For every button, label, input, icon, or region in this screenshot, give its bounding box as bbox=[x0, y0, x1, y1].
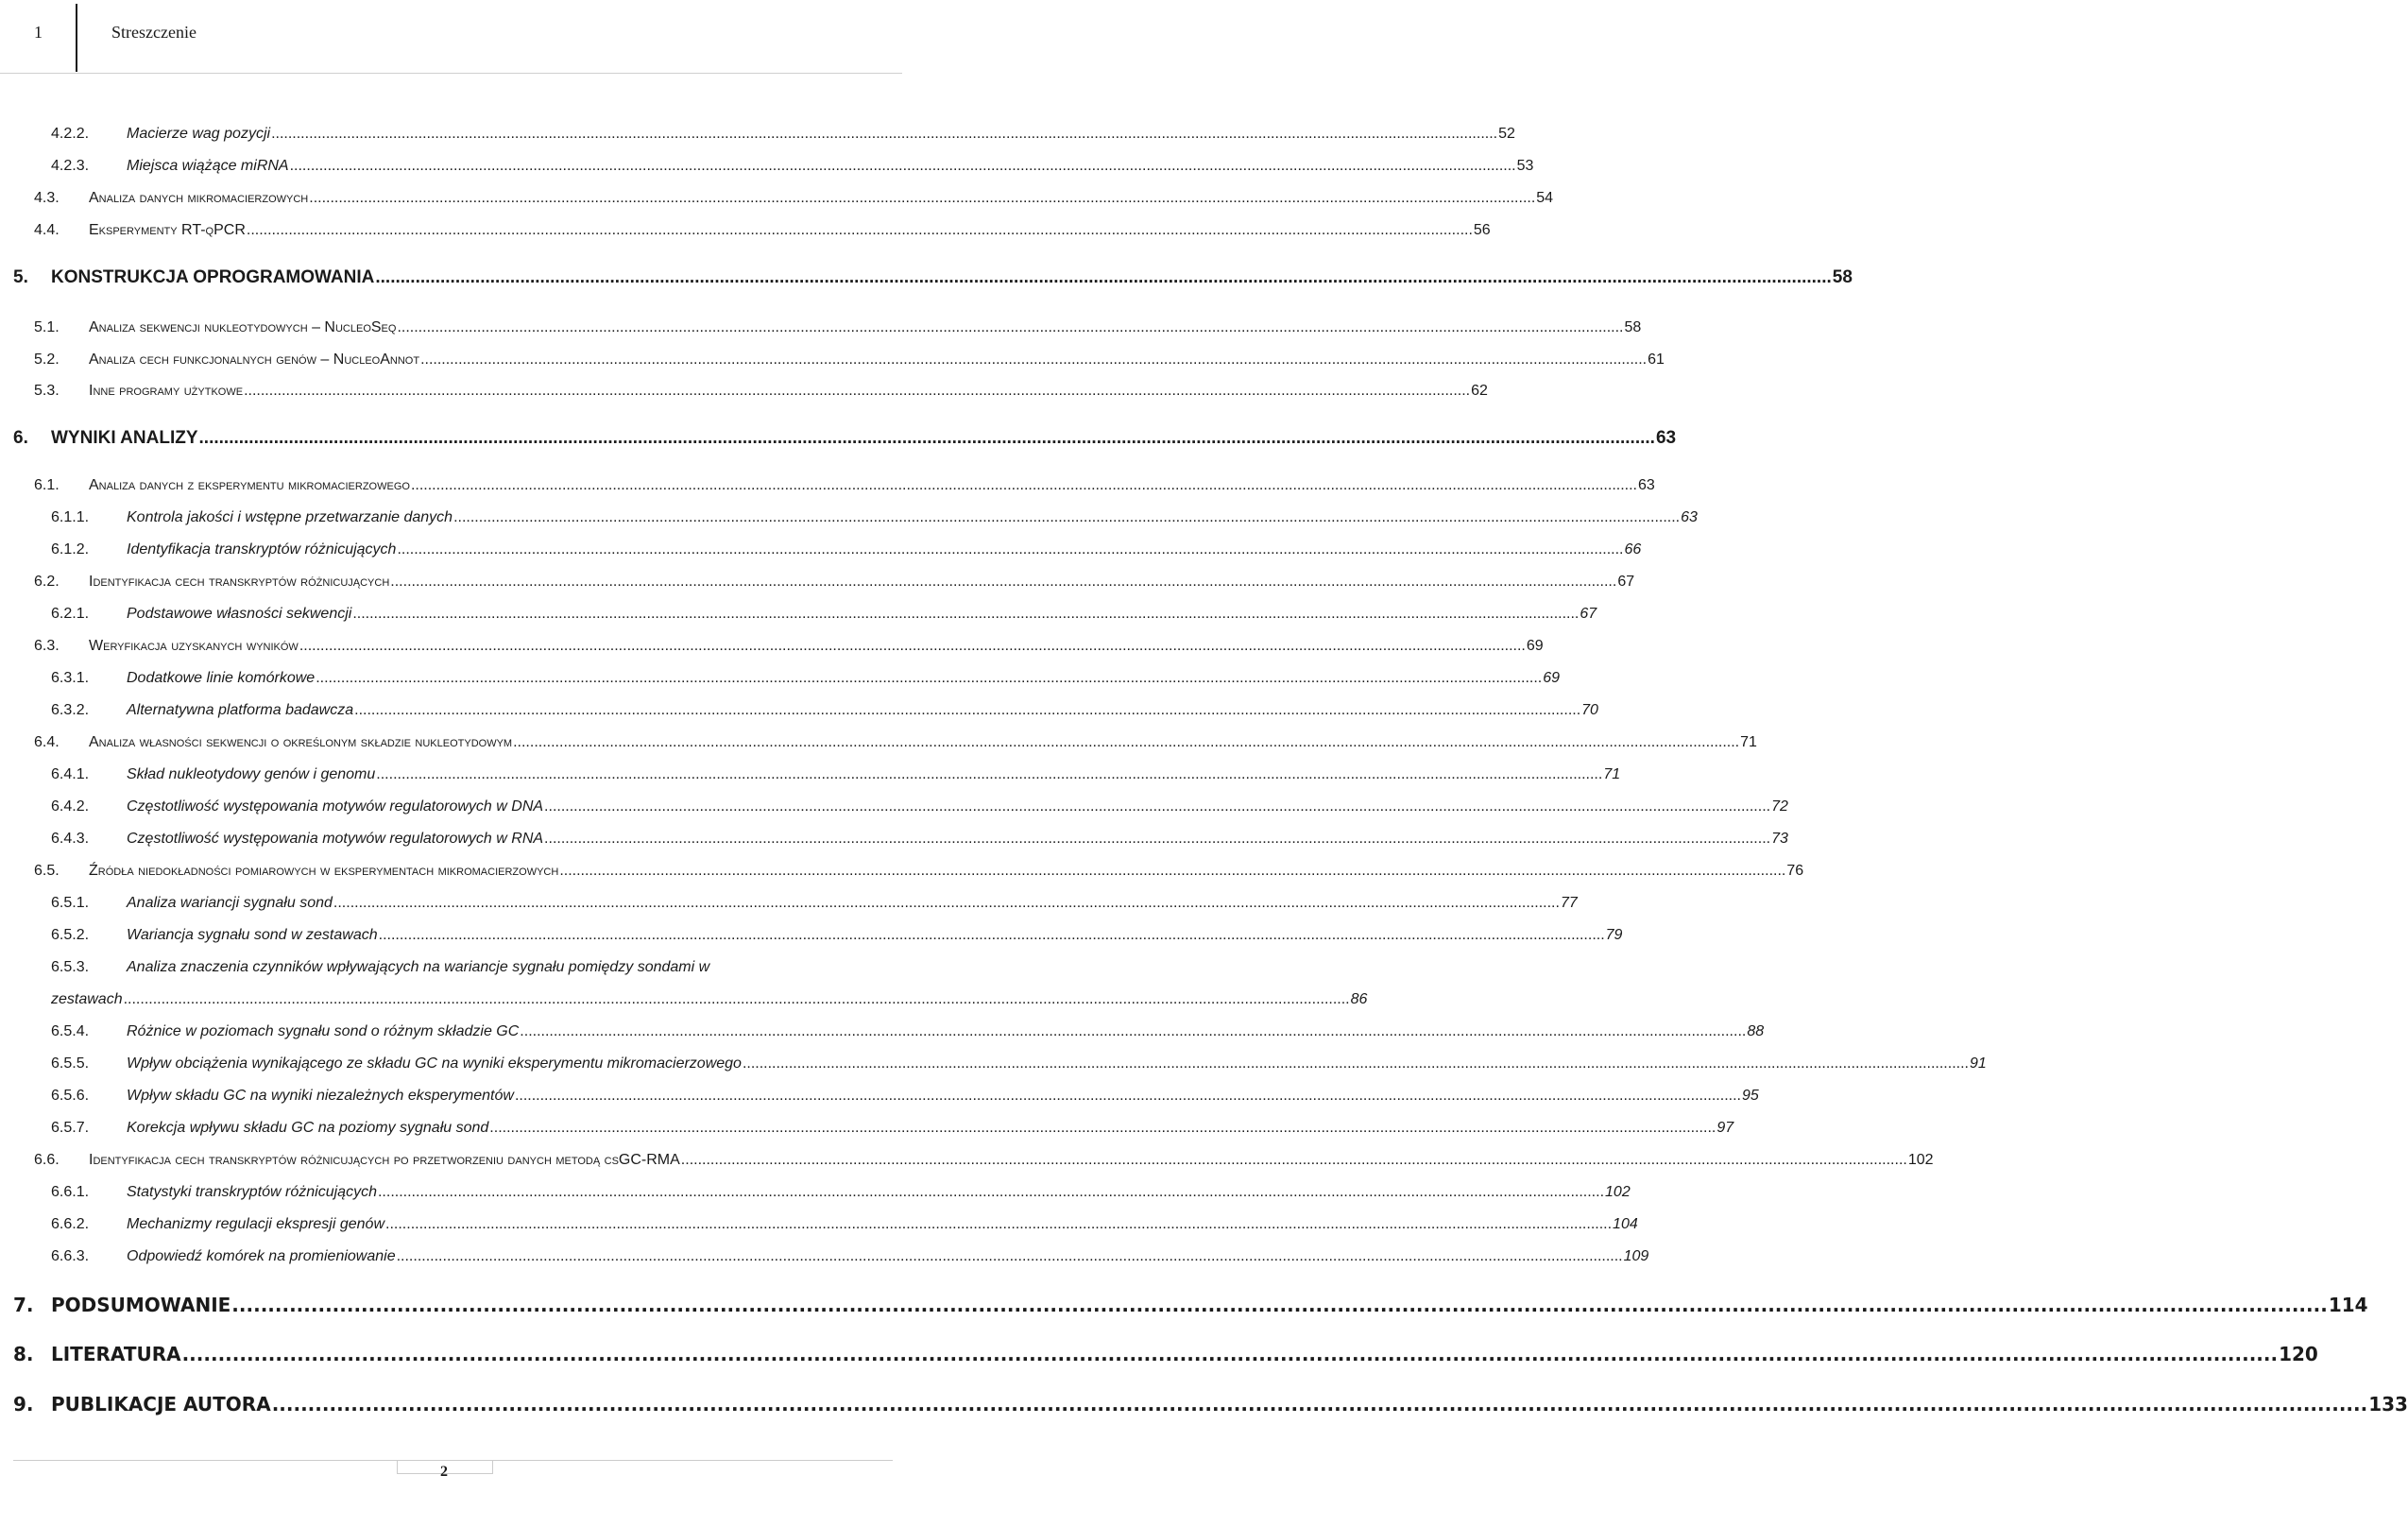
toc-leader-dots bbox=[124, 991, 1350, 1008]
toc-entry[interactable] bbox=[13, 1393, 2408, 1415]
toc-entry[interactable] bbox=[51, 541, 1642, 558]
toc-entry-title: Skład nukleotydowy genów i genomu bbox=[127, 766, 376, 782]
toc-entry-title: Inne programy użytkowe bbox=[89, 383, 244, 399]
header-chapter-number: 1 bbox=[34, 23, 43, 42]
toc-entry-number: 4.3. bbox=[34, 190, 60, 206]
toc-entry[interactable] bbox=[34, 319, 1642, 336]
toc-entry[interactable] bbox=[51, 1120, 1734, 1137]
toc-entry[interactable] bbox=[13, 1343, 2318, 1365]
toc-leader-dots bbox=[247, 222, 1473, 239]
toc-entry-title: Alternatywna platforma badawcza bbox=[127, 702, 354, 718]
toc-entry-title: Odpowiedź komórek na promieniowanie bbox=[127, 1248, 396, 1264]
toc-entry-title: Analiza sekwencji nukleotydowych – NucleoSeq bbox=[89, 319, 397, 335]
toc-entry-title: Analiza własności sekwencji o określonym składzie nukleotydowym bbox=[89, 734, 513, 750]
toc-entry-number: 6.4.2. bbox=[51, 798, 90, 815]
toc-entry-page: 56 bbox=[1473, 222, 1491, 238]
toc-entry-title: Częstotliwość występowania motywów regulatorowych w DNA bbox=[127, 798, 544, 815]
toc-entry[interactable] bbox=[51, 702, 1598, 719]
toc-entry-number: 7. bbox=[13, 1294, 34, 1316]
toc-entry-number: 6.5.2. bbox=[51, 927, 90, 943]
toc-entry-page: 86 bbox=[1350, 991, 1368, 1007]
toc-entry-number: 6.6. bbox=[34, 1152, 60, 1168]
toc-entry-page: 66 bbox=[1624, 541, 1642, 558]
toc-entry-title: Miejsca wiążące miRNA bbox=[127, 158, 289, 174]
toc-entry-number: 6.6.3. bbox=[51, 1248, 90, 1264]
toc-entry[interactable] bbox=[51, 1248, 1649, 1265]
toc-leader-dots bbox=[182, 1343, 2279, 1365]
toc-entry[interactable] bbox=[51, 1055, 1987, 1072]
toc-leader-dots bbox=[375, 267, 1831, 288]
toc-entry-page: 67 bbox=[1617, 574, 1635, 590]
toc-entry[interactable] bbox=[13, 428, 1677, 449]
toc-entry[interactable] bbox=[51, 1216, 1638, 1233]
toc-entry-title: Weryfikacja uzyskanych wyników bbox=[89, 638, 299, 654]
toc-entry-title: Różnice w poziomach sygnału sond o różnym składzie GC bbox=[127, 1023, 520, 1039]
toc-entry-page: 73 bbox=[1771, 831, 1788, 847]
toc-leader-dots bbox=[244, 383, 1470, 400]
toc-entry-number: 6.6.1. bbox=[51, 1184, 90, 1200]
toc-entry-number: 6.1. bbox=[34, 477, 60, 493]
toc-entry-title: Wpływ obciążenia wynikającego ze składu GC na wyniki eksperymentu mikromacierzowego bbox=[127, 1055, 742, 1072]
toc-entry-page: 104 bbox=[1613, 1216, 1638, 1232]
toc-entry-number: 6.1.2. bbox=[51, 541, 90, 558]
toc-entry-title: Wpływ składu GC na wyniki niezależnych eksperymentów bbox=[127, 1088, 514, 1104]
toc-entry-continuation[interactable] bbox=[51, 991, 1368, 1008]
toc-leader-dots bbox=[378, 1184, 1604, 1201]
toc-entry-title: Analiza cech funkcjonalnych genów – NucleoAnnot bbox=[89, 352, 420, 368]
toc-entry-page: 72 bbox=[1771, 798, 1788, 815]
toc-entry[interactable] bbox=[13, 1294, 2368, 1316]
toc-leader-dots bbox=[743, 1055, 1969, 1072]
toc-entry[interactable] bbox=[34, 734, 1757, 751]
toc-entry-number: 6.5.4. bbox=[51, 1023, 90, 1039]
toc-entry-number: 6.5. bbox=[34, 863, 60, 879]
toc-entry-number: 5.3. bbox=[34, 383, 60, 399]
toc-entry-number: 6.2.1. bbox=[51, 606, 90, 622]
toc-entry[interactable] bbox=[51, 927, 1623, 944]
header-chapter-title: Streszczenie bbox=[111, 23, 196, 42]
toc-entry-title-continuation: zestawach bbox=[51, 991, 123, 1007]
toc-entry-page: 53 bbox=[1516, 158, 1534, 174]
toc-entry-title: Analiza danych z eksperymentu mikromacierzowego bbox=[89, 477, 410, 493]
toc-entry[interactable] bbox=[51, 1184, 1631, 1201]
toc-entry-title: Identyfikacja cech transkryptów różnicujących po przetworzeniu danych metodą csGC-RMA bbox=[89, 1152, 680, 1168]
toc-entry-page: 67 bbox=[1580, 606, 1597, 622]
toc-entry-page: 77 bbox=[1560, 895, 1578, 911]
toc-entry-page: 95 bbox=[1741, 1088, 1759, 1104]
toc-entry-page: 62 bbox=[1471, 383, 1488, 399]
toc-entry[interactable] bbox=[34, 352, 1665, 369]
toc-entry-page: 69 bbox=[1543, 670, 1561, 686]
toc-entry[interactable] bbox=[34, 477, 1655, 494]
toc-entry-page: 63 bbox=[1655, 428, 1677, 448]
toc-entry-number: 5.2. bbox=[34, 352, 60, 368]
toc-entry-number: 4.2.3. bbox=[51, 158, 90, 174]
toc-entry-page: 63 bbox=[1681, 509, 1698, 525]
toc-entry-title: Wariancja sygnału sond w zestawach bbox=[127, 927, 378, 943]
toc-entry-number: 6.3.2. bbox=[51, 702, 90, 718]
toc-entry[interactable] bbox=[34, 1152, 1934, 1169]
toc-entry[interactable] bbox=[51, 798, 1788, 815]
toc-leader-dots bbox=[231, 1294, 2328, 1316]
toc-entry-page: 102 bbox=[1605, 1184, 1631, 1200]
toc-entry-page: 91 bbox=[1969, 1055, 1987, 1072]
toc-entry-page: 97 bbox=[1716, 1120, 1734, 1136]
toc-entry-page: 70 bbox=[1581, 702, 1598, 718]
toc-entry[interactable] bbox=[51, 509, 1698, 526]
toc-leader-dots bbox=[309, 190, 1535, 207]
toc-leader-dots bbox=[397, 541, 1623, 558]
toc-entry-number: 9. bbox=[13, 1393, 34, 1415]
toc-entry-number: 6.4.1. bbox=[51, 766, 90, 782]
toc-entry-number: 6.5.6. bbox=[51, 1088, 90, 1104]
toc-leader-dots bbox=[376, 766, 1602, 783]
toc-leader-dots bbox=[333, 895, 1560, 912]
toc-entry-title: Identyfikacja transkryptów różnicujących bbox=[127, 541, 397, 558]
toc-entry-title: Podstawowe własności sekwencji bbox=[127, 606, 352, 622]
toc-entry-number: 6.4.3. bbox=[51, 831, 90, 847]
toc-leader-dots bbox=[379, 927, 1605, 944]
toc-entry-page: 71 bbox=[1740, 734, 1757, 750]
toc-entry-page: 102 bbox=[1907, 1152, 1934, 1168]
toc-entry-page: 88 bbox=[1747, 1023, 1765, 1039]
toc-entry-number: 6.5.5. bbox=[51, 1055, 90, 1072]
toc-entry-page: 58 bbox=[1624, 319, 1642, 335]
toc-entry-number: 5.1. bbox=[34, 319, 60, 335]
toc-leader-dots bbox=[513, 734, 1739, 751]
toc-leader-dots bbox=[199, 428, 1655, 449]
toc-entry-title: Kontrola jakości i wstępne przetwarzanie danych bbox=[127, 509, 453, 525]
toc-entry-page: 71 bbox=[1603, 766, 1621, 782]
toc-leader-dots bbox=[559, 863, 1785, 880]
toc-entry-number: 6. bbox=[13, 428, 28, 448]
toc-entry-page: 54 bbox=[1536, 190, 1554, 206]
page-footer bbox=[0, 1460, 907, 1517]
toc-entry-page: 76 bbox=[1786, 863, 1804, 879]
toc-leader-dots bbox=[352, 606, 1579, 623]
toc-entry-title: Macierze wag pozycji bbox=[127, 126, 271, 142]
toc-entry-page: 58 bbox=[1832, 267, 1853, 287]
toc-entry[interactable] bbox=[13, 267, 1853, 288]
toc-entry-page: 52 bbox=[1498, 126, 1515, 142]
toc-entry-title: Mechanizmy regulacji ekspresji genów bbox=[127, 1216, 385, 1232]
toc-entry-title: Eksperymenty RT-qPCR bbox=[89, 222, 246, 238]
toc-entry[interactable] bbox=[51, 831, 1788, 848]
toc-entry[interactable] bbox=[51, 158, 1534, 175]
toc-leader-dots bbox=[544, 798, 1770, 815]
toc-leader-dots bbox=[385, 1216, 1612, 1233]
toc-entry[interactable] bbox=[51, 670, 1561, 687]
toc-entry-title: PUBLIKACJE AUTORA bbox=[51, 1393, 271, 1415]
toc-entry-number: 6.5.1. bbox=[51, 895, 90, 911]
toc-entry-page: 133 bbox=[2368, 1393, 2408, 1415]
toc-leader-dots bbox=[397, 1248, 1623, 1265]
toc-leader-dots bbox=[299, 638, 1526, 655]
toc-entry[interactable] bbox=[34, 190, 1554, 207]
toc-entry-wrapped[interactable] bbox=[51, 959, 709, 976]
toc-entry-number: 4.4. bbox=[34, 222, 60, 238]
toc-entry-page: 69 bbox=[1526, 638, 1544, 654]
page-number: 2 bbox=[440, 1464, 448, 1480]
toc-entry-title: WYNIKI ANALIZY bbox=[51, 428, 198, 448]
toc-leader-dots bbox=[420, 352, 1647, 369]
toc-leader-dots bbox=[316, 670, 1542, 687]
toc-leader-dots bbox=[271, 126, 1497, 143]
toc-entry-number: 5. bbox=[13, 267, 28, 287]
toc-leader-dots bbox=[397, 319, 1623, 336]
toc-entry-page: 114 bbox=[2328, 1294, 2368, 1316]
toc-entry-number: 6.3.1. bbox=[51, 670, 90, 686]
toc-entry-title: Dodatkowe linie komórkowe bbox=[127, 670, 316, 686]
toc-leader-dots bbox=[515, 1088, 1741, 1105]
toc-entry-number: 6.5.7. bbox=[51, 1120, 90, 1136]
toc-entry-title: Korekcja wpływu składu GC na poziomy sygnału sond bbox=[127, 1120, 489, 1136]
toc-entry-title: LITERATURA bbox=[51, 1343, 181, 1365]
toc-leader-dots bbox=[411, 477, 1637, 494]
toc-entry[interactable] bbox=[34, 863, 1804, 880]
toc-entry[interactable] bbox=[34, 574, 1635, 591]
toc-entry-number: 6.5.3. bbox=[51, 959, 90, 975]
toc-entry[interactable] bbox=[34, 638, 1544, 655]
toc-leader-dots bbox=[272, 1393, 2368, 1415]
toc-entry-number: 6.4. bbox=[34, 734, 60, 750]
toc-entry-title: Analiza wariancji sygnału sond bbox=[127, 895, 333, 911]
toc-entry-page: 109 bbox=[1623, 1248, 1649, 1264]
toc-entry-title: Analiza znaczenia czynników wpływających na wariancje sygnału pomiędzy sondami w bbox=[127, 959, 710, 975]
toc-entry-number: 4.2.2. bbox=[51, 126, 90, 142]
toc-entry[interactable] bbox=[51, 606, 1597, 623]
toc-entry-title: PODSUMOWANIE bbox=[51, 1294, 231, 1316]
toc-leader-dots bbox=[390, 574, 1616, 591]
toc-entry-number: 6.3. bbox=[34, 638, 60, 654]
toc-entry[interactable] bbox=[34, 222, 1491, 239]
toc-leader-dots bbox=[354, 702, 1580, 719]
toc-entry-number: 6.1.1. bbox=[51, 509, 90, 525]
toc-entry[interactable] bbox=[51, 895, 1578, 912]
toc-entry-page: 61 bbox=[1648, 352, 1665, 368]
toc-entry[interactable] bbox=[51, 1088, 1759, 1105]
toc-entry[interactable] bbox=[51, 126, 1515, 143]
toc-entry-number: 8. bbox=[13, 1343, 34, 1365]
toc-entry-number: 6.6.2. bbox=[51, 1216, 90, 1232]
toc-entry-title: Źródła niedokładności pomiarowych w eksperymentach mikromacierzowych bbox=[89, 863, 559, 879]
toc-entry[interactable] bbox=[51, 766, 1621, 783]
toc-leader-dots bbox=[520, 1023, 1746, 1040]
toc-leader-dots bbox=[453, 509, 1680, 526]
toc-entry-title: Identyfikacja cech transkryptów różnicujących bbox=[89, 574, 390, 590]
toc-leader-dots bbox=[681, 1152, 1907, 1169]
toc-entry[interactable] bbox=[51, 1023, 1765, 1040]
toc-entry[interactable] bbox=[34, 383, 1488, 400]
toc-leader-dots bbox=[489, 1120, 1716, 1137]
toc-entry-title: Analiza danych mikromacierzowych bbox=[89, 190, 309, 206]
toc-entry-page: 63 bbox=[1637, 477, 1655, 493]
toc-entry-title: Statystyki transkryptów różnicujących bbox=[127, 1184, 377, 1200]
toc-entry-page: 79 bbox=[1605, 927, 1623, 943]
toc-entry-number: 6.2. bbox=[34, 574, 60, 590]
toc-leader-dots bbox=[544, 831, 1770, 848]
toc-leader-dots bbox=[290, 158, 1516, 175]
toc-entry-page: 120 bbox=[2279, 1343, 2318, 1365]
toc-entry-title: Częstotliwość występowania motywów regulatorowych w RNA bbox=[127, 831, 544, 847]
toc-entry-title: KONSTRUKCJA OPROGRAMOWANIA bbox=[51, 267, 375, 287]
